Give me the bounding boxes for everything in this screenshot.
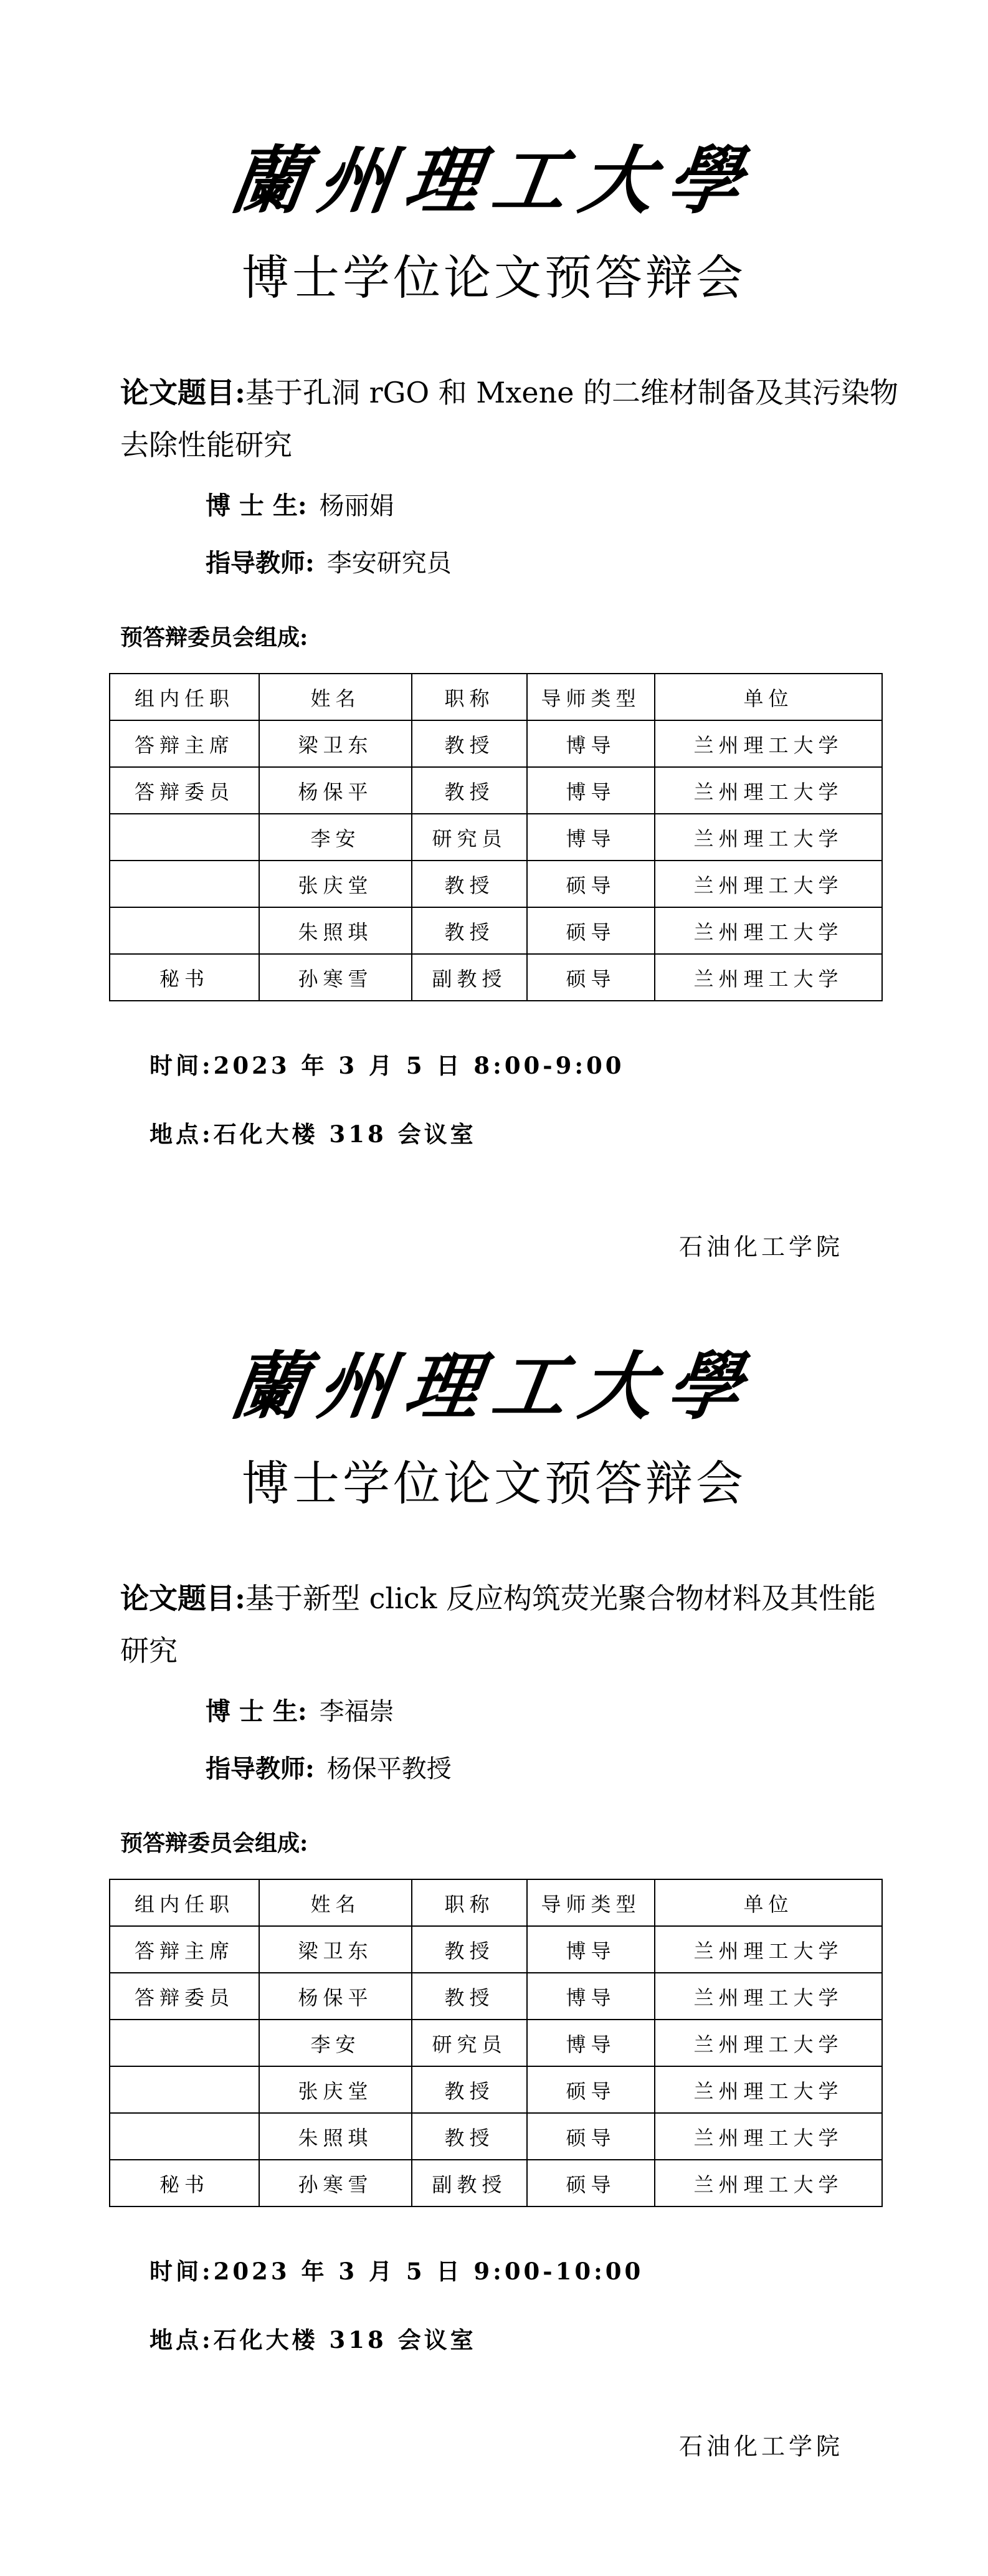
advisor-name: 李安研究员 [326, 549, 452, 578]
table-row [110, 907, 882, 954]
cell-name: 朱照琪 [259, 907, 412, 954]
school-name: 石油化工学院 [679, 1233, 844, 1261]
notice-2 [0, 1206, 988, 2460]
thesis-title-label: 论文题目: [120, 1581, 245, 1615]
school-name: 石油化工学院 [679, 2433, 844, 2460]
defense-location: 地点:石化大楼 318 会议室 [150, 1120, 477, 1148]
university-logo: 蘭州理工大學 [225, 1343, 761, 1429]
cell-title: 副教授 [412, 954, 527, 1001]
cell-advisor-type: 博导 [527, 2020, 655, 2066]
cell-role: 秘书 [110, 954, 259, 1001]
student-row [206, 486, 394, 522]
cell-name: 梁卫东 [259, 720, 412, 767]
cell-advisor-type: 硕导 [527, 861, 655, 907]
cell-role: 答辩委员 [110, 1973, 259, 2020]
table-row [110, 2066, 882, 2113]
cell-role [110, 814, 259, 861]
cell-role: 答辩主席 [110, 720, 259, 767]
cell-unit: 兰州理工大学 [655, 861, 882, 907]
cell-advisor-type: 硕导 [527, 2066, 655, 2113]
cell-title: 研究员 [412, 814, 527, 861]
page-title: 博士学位论文预答辩会 [242, 1456, 746, 1511]
cell-advisor-type: 硕导 [527, 2160, 655, 2206]
committee-table [109, 1879, 883, 2207]
committee-label: 预答辩委员会组成: [120, 624, 308, 651]
cell-name: 李安 [259, 814, 412, 861]
committee-table [109, 673, 883, 1001]
advisor-name: 杨保平教授 [326, 1755, 452, 1783]
header-unit: 单位 [655, 674, 882, 720]
cell-advisor-type: 博导 [527, 767, 655, 814]
table-header-row [110, 1879, 882, 1926]
cell-title: 研究员 [412, 2020, 527, 2066]
table-row [110, 767, 882, 814]
advisor-label: 指导教师: [206, 1754, 315, 1783]
header-role: 组内任职 [110, 674, 259, 720]
cell-title: 副教授 [412, 2160, 527, 2206]
cell-unit: 兰州理工大学 [655, 2113, 882, 2160]
cell-unit: 兰州理工大学 [655, 954, 882, 1001]
cell-name: 梁卫东 [259, 1926, 412, 1973]
header-title: 职称 [412, 674, 527, 720]
cell-advisor-type: 博导 [527, 1973, 655, 2020]
cell-name: 孙寒雪 [259, 954, 412, 1001]
advisor-row [206, 1749, 452, 1785]
cell-role: 秘书 [110, 2160, 259, 2206]
student-row [206, 1692, 394, 1727]
thesis-title [120, 1572, 899, 1677]
student-label: 博 士 生: [206, 1697, 307, 1726]
cell-name: 李安 [259, 2020, 412, 2066]
cell-role [110, 2066, 259, 2113]
defense-time: 时间:2023 年 3 月 5 日 8:00-9:00 [150, 1052, 625, 1079]
cell-unit: 兰州理工大学 [655, 2160, 882, 2206]
cell-title: 教授 [412, 2066, 527, 2113]
cell-unit: 兰州理工大学 [655, 767, 882, 814]
cell-role [110, 2113, 259, 2160]
header-advisor-type: 导师类型 [527, 674, 655, 720]
cell-advisor-type: 博导 [527, 814, 655, 861]
committee-label: 预答辩委员会组成: [120, 1830, 308, 1856]
table-row [110, 2113, 882, 2160]
student-name: 李福崇 [319, 1697, 394, 1726]
advisor-row [206, 543, 452, 579]
defense-time: 时间:2023 年 3 月 5 日 9:00-10:00 [150, 2258, 644, 2285]
header-advisor-type: 导师类型 [527, 1879, 655, 1926]
cell-role: 答辩委员 [110, 767, 259, 814]
cell-advisor-type: 硕导 [527, 954, 655, 1001]
cell-role: 答辩主席 [110, 1926, 259, 1973]
table-header-row [110, 674, 882, 720]
table-row [110, 1926, 882, 1973]
university-logo: 蘭州理工大學 [225, 137, 761, 224]
cell-name: 朱照琪 [259, 2113, 412, 2160]
cell-advisor-type: 硕导 [527, 907, 655, 954]
cell-title: 教授 [412, 1926, 527, 1973]
cell-name: 孙寒雪 [259, 2160, 412, 2206]
notice-1 [0, 0, 988, 1261]
cell-title: 教授 [412, 907, 527, 954]
student-label: 博 士 生: [206, 491, 307, 520]
header-name: 姓名 [259, 1879, 412, 1926]
cell-advisor-type: 博导 [527, 720, 655, 767]
cell-unit: 兰州理工大学 [655, 2020, 882, 2066]
cell-unit: 兰州理工大学 [655, 1973, 882, 2020]
cell-unit: 兰州理工大学 [655, 1926, 882, 1973]
cell-title: 教授 [412, 720, 527, 767]
cell-unit: 兰州理工大学 [655, 907, 882, 954]
thesis-title-label: 论文题目: [120, 376, 245, 409]
table-row [110, 861, 882, 907]
defense-location: 地点:石化大楼 318 会议室 [150, 2326, 477, 2354]
cell-name: 杨保平 [259, 767, 412, 814]
cell-name: 杨保平 [259, 1973, 412, 2020]
cell-title: 教授 [412, 1973, 527, 2020]
table-row [110, 1973, 882, 2020]
cell-role [110, 861, 259, 907]
cell-name: 张庆堂 [259, 2066, 412, 2113]
cell-unit: 兰州理工大学 [655, 814, 882, 861]
cell-title: 教授 [412, 861, 527, 907]
advisor-label: 指导教师: [206, 548, 315, 578]
thesis-title [120, 366, 899, 471]
header-title: 职称 [412, 1879, 527, 1926]
thesis-title-text: 基于新型 click 反应构筑荧光聚合物材料及其性能研究 [120, 1581, 876, 1667]
student-name: 杨丽娟 [319, 492, 394, 520]
cell-advisor-type: 博导 [527, 1926, 655, 1973]
header-name: 姓名 [259, 674, 412, 720]
cell-unit: 兰州理工大学 [655, 720, 882, 767]
cell-title: 教授 [412, 767, 527, 814]
table-row [110, 720, 882, 767]
page-title: 博士学位论文预答辩会 [242, 250, 746, 305]
table-row [110, 954, 882, 1001]
cell-title: 教授 [412, 2113, 527, 2160]
cell-advisor-type: 硕导 [527, 2113, 655, 2160]
cell-unit: 兰州理工大学 [655, 2066, 882, 2113]
thesis-title-text: 基于孔洞 rGO 和 Mxene 的二维材制备及其污染物去除性能研究 [120, 376, 899, 462]
table-row [110, 814, 882, 861]
table-row [110, 2020, 882, 2066]
cell-role [110, 2020, 259, 2066]
header-role: 组内任职 [110, 1879, 259, 1926]
cell-role [110, 907, 259, 954]
cell-name: 张庆堂 [259, 861, 412, 907]
header-unit: 单位 [655, 1879, 882, 1926]
table-row [110, 2160, 882, 2206]
